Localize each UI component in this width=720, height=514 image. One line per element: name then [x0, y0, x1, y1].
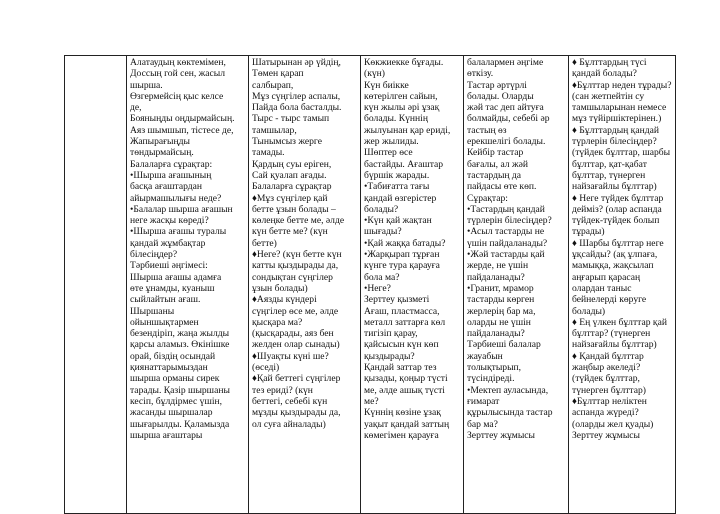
table-cell-4: [464, 56, 569, 514]
text-line: көлеңке бетте ме, әлде: [252, 215, 345, 227]
text-line: аспанда жүреді?: [572, 407, 639, 419]
text-line: бұлттар, түнерген: [572, 169, 646, 181]
text-line: білесіңдер?: [130, 249, 178, 261]
text-line: (түйдек бұлттар,: [572, 373, 640, 385]
lesson-plan-table: [64, 55, 676, 514]
text-line: қыздырады?: [364, 350, 415, 362]
text-line: айырмашылығы неде?: [130, 192, 222, 204]
text-line: сыйлайтын ағаш.: [130, 294, 201, 306]
text-line: жерде, не үшін: [467, 260, 529, 272]
text-line: сондықтан сүңгілер: [252, 271, 333, 283]
text-line: қысқара ма?: [252, 316, 303, 328]
text-line: болады. Күннің: [364, 113, 428, 125]
text-line: Ағаш, пластмасса,: [364, 305, 440, 317]
text-line: уақыт қандай заттың: [364, 418, 450, 430]
text-line: салбырап,: [252, 79, 294, 91]
text-line: ғимарат: [467, 395, 500, 407]
text-line: орай, біздің осындай: [130, 350, 216, 362]
text-line: (оларды жел қуады): [572, 418, 654, 430]
text-line: қарсы аламыз. Өкінішке: [130, 339, 230, 351]
text-line: Мұз сүңгілер аспалы,: [252, 90, 341, 102]
text-line: қандай болады?: [572, 68, 637, 80]
text-line: жерлерің бар ма,: [467, 305, 536, 317]
text-line: тұрады): [572, 226, 605, 238]
text-line: олардан таныс: [572, 282, 632, 294]
text-line: тамшыларынан немесе: [572, 102, 667, 114]
text-line: Тынымсыз жерге: [252, 136, 322, 148]
text-line: кесіп, бұлдірмес үшін,: [130, 395, 223, 407]
text-line: ♦ Қандай бұлттар: [572, 350, 644, 362]
text-line: Шыршаны: [130, 305, 175, 317]
text-line: қызады, қоңыр түсті: [364, 373, 448, 385]
text-line: катты қыздырады да,: [252, 260, 339, 272]
text-line: сүңгілер өсе ме, әлде: [252, 305, 339, 317]
text-line: мамыққа, жақсылап: [572, 260, 654, 272]
text-line: ме, әлде ашық түсті: [364, 384, 445, 396]
table-row: [65, 56, 676, 514]
text-line: •Күн қай жақтан: [364, 215, 432, 227]
text-line: ♦ Бұлттардың түсі: [572, 57, 647, 68]
text-line: бар ма?: [467, 418, 498, 430]
text-line: •Мектеп ауласында,: [467, 384, 549, 396]
text-line: жылуынан қар ериді,: [364, 124, 451, 136]
text-line: түрлерін білесіңдер?: [467, 215, 552, 227]
text-line: Тәрбиеші әңгімесі:: [130, 260, 208, 272]
table-cell-0: [65, 56, 127, 514]
text-line: өткізу.: [467, 68, 494, 80]
text-line: болады. Оларды: [467, 90, 534, 102]
text-line: •Қай жаққа батады?: [364, 237, 446, 249]
text-line: •Шырша ағашының: [130, 169, 212, 181]
text-line: тастың өз: [467, 124, 507, 136]
text-line: ♦Шуақты күні ше?: [252, 350, 329, 362]
text-line: неге жасқы көреді?: [130, 215, 209, 227]
text-line: басқа ағаштардан: [130, 181, 203, 193]
text-line: болады?: [364, 203, 399, 215]
text-line: Жапырағыңды: [130, 136, 190, 148]
text-line: Қардың суы ерiген,: [252, 158, 332, 170]
text-line: өте ұнамды, куаныш: [130, 282, 215, 294]
text-line: •Жәй тастарды қай: [467, 249, 545, 261]
text-line: Көкжиекке бұғады.: [364, 57, 444, 68]
text-line: тарады. Қазір шыршаны: [130, 384, 230, 396]
text-line: бұлттар, қат-қабат: [572, 158, 647, 170]
text-line: дейміз? (олар аспанда: [572, 203, 662, 215]
text-line: бүршік жарады.: [364, 169, 430, 181]
text-line: қиянаттарымыздан: [130, 362, 208, 374]
text-line: түйдек-түйдек болып: [572, 215, 660, 227]
text-line: ме?: [364, 395, 379, 407]
text-line: Шөптер өсе: [364, 147, 413, 159]
text-line: пайдаланады?: [467, 271, 525, 283]
text-line: жауабын: [467, 350, 503, 362]
text-line: түрлерін білесіңдер?: [572, 136, 657, 148]
text-line: күнге тура қарауға: [364, 260, 440, 272]
text-line: Өзгермейсің қыс келсе: [130, 90, 224, 102]
text-line: жер жылиды.: [364, 136, 419, 148]
text-line: •Асыл тастарды не: [467, 226, 545, 238]
text-line: ♦Бұлттар неден тұрады?: [572, 79, 672, 91]
table-cell-2: [249, 56, 361, 514]
text-line: •Табиғатта тағы: [364, 181, 430, 193]
text-line: •Неге?: [364, 282, 391, 294]
text-line: пайдаланады?: [467, 328, 525, 340]
table-cell-5: [569, 56, 676, 514]
text-line: Күн биікке: [364, 79, 409, 91]
text-line: болады): [572, 305, 606, 317]
text-line: •Тастардың қандай: [467, 203, 545, 215]
text-line: желден олар сынады): [252, 339, 340, 351]
text-line: шырша орманы сирек: [130, 373, 220, 385]
text-line: Төмен қарап: [252, 68, 304, 80]
text-line: (түйдек бұлттар, шарбы: [572, 147, 671, 159]
text-line: Сай қуалап ағады.: [252, 169, 327, 181]
text-line: бола ма?: [364, 271, 400, 283]
text-line: найзағайлы бұлттар): [572, 339, 657, 351]
text-line: Күннің көзіне ұзақ: [364, 407, 441, 419]
text-line: жасанды шыршалар: [130, 407, 213, 419]
text-line: ерекшелігі болады.: [467, 136, 546, 148]
text-line: Алатаудың көктемімен,: [130, 57, 226, 68]
text-line: металл заттарға көл: [364, 316, 446, 328]
text-line: Кейбір тастар: [467, 147, 524, 159]
text-line: күн жылы әрі ұзақ: [364, 102, 440, 114]
text-line: ол суға айналады): [252, 418, 326, 430]
text-line: Балаларға сұрақтар: [252, 181, 332, 193]
text-line: Зерттеу жұмысы: [467, 429, 535, 441]
text-line: ♦ Бұлттардың қандай: [572, 124, 660, 136]
text-line: ♦ Ең үлкен бұлттар қай: [572, 316, 667, 328]
text-line: (сан жетпейтін су: [572, 90, 645, 102]
text-line: бетте): [252, 237, 277, 249]
text-line: ♦ Шарбы бұлттар неге: [572, 237, 664, 249]
text-line: Тәрбиеші балалар: [467, 339, 541, 351]
text-line: ♦Неге? (күн бетте күн: [252, 249, 342, 261]
text-line: Тастар әртүрлі: [467, 79, 527, 91]
text-line: Шырша ағашы адамға: [130, 271, 222, 283]
text-line: (қысқарады, аяз бен: [252, 328, 334, 340]
text-line: тамады.: [252, 147, 285, 159]
text-line: шырша.: [130, 79, 163, 91]
text-line: ♦Қай беттегі сүңгілер: [252, 373, 341, 385]
text-line: бейнелерді көруге: [572, 294, 647, 306]
text-line: мұзды қыздырады да,: [252, 407, 341, 419]
text-line: Қандай заттар тез: [364, 362, 437, 374]
text-line: бұлттар? (түнерген: [572, 328, 651, 340]
text-line: шырша ағаштары: [130, 429, 203, 441]
text-line: •Жарқырап тұрған: [364, 249, 440, 261]
text-line: Бояныңды оңдырмайсың.: [130, 113, 235, 125]
text-line: ♦Мұз сүңгілер қай: [252, 192, 328, 204]
table-cell-3: [361, 56, 464, 514]
text-line: бағалы, ал жәй: [467, 158, 528, 170]
text-line: Зерттеу қызметі: [364, 294, 430, 306]
text-line: оларды не үшін: [467, 316, 531, 328]
text-line: шығарылды. Қаламызда: [130, 418, 230, 430]
text-line: найзағайлы бұлттар): [572, 181, 657, 193]
text-line: Сұрақтар:: [467, 192, 508, 204]
text-line: тамшылар,: [252, 124, 297, 136]
text-line: ♦Аязды күндері: [252, 294, 317, 306]
text-line: безендіріп, жаңа жылды: [130, 328, 230, 340]
text-line: түнерген бұлттар): [572, 384, 646, 396]
text-line: ұзын болады): [252, 282, 308, 294]
text-line: жәй тас деп айтуға: [467, 102, 544, 114]
text-line: ойыншықтармен: [130, 316, 199, 328]
text-line: •Гранит, мрамор: [467, 282, 534, 294]
text-line: Зерттеу жұмысы: [572, 429, 640, 441]
text-line: Пайда бола басталды.: [252, 102, 342, 114]
text-line: көмегімен қарауға: [364, 429, 439, 441]
text-line: Доссың гой сен, жасыл: [130, 68, 226, 80]
text-line: бетте ұзын болады –: [252, 203, 336, 215]
text-line: бастайды. Ағаштар: [364, 158, 444, 170]
text-line: ♦Бұлттар неліктен: [572, 395, 647, 407]
text-line: үшін пайдаланады?: [467, 237, 548, 249]
text-line: тастарды көрген: [467, 294, 535, 306]
text-line: балалармен әңгіме: [467, 57, 544, 68]
text-line: тез ериді? (күн: [252, 384, 313, 396]
text-line: төндырмайсың.: [130, 147, 194, 159]
text-line: ұқсайды? (ақ ұлпаға,: [572, 249, 658, 261]
text-line: мұз түйіршіктерінен.): [572, 113, 662, 125]
text-line: қандай өзгерістер: [364, 192, 437, 204]
text-line: тастардың да: [467, 169, 522, 181]
text-line: Аяз шымшып, тістесе де,: [130, 124, 234, 136]
text-line: •Балалар шырша ағашын: [130, 203, 233, 215]
text-line: де,: [130, 102, 142, 114]
text-line: болмайды, себебі әр: [467, 113, 550, 125]
text-line: беттегі, себебі күн: [252, 395, 328, 407]
text-line: шығады?: [364, 226, 402, 238]
text-line: күн бетте ме? (күн: [252, 226, 328, 238]
text-line: Тырс - тырс тамып: [252, 113, 330, 125]
text-line: (күн): [364, 68, 385, 80]
text-line: Шатырынан әр үйдің,: [252, 57, 341, 68]
text-line: толықтырып,: [467, 362, 522, 374]
text-line: •Шырша ағашы туралы: [130, 226, 227, 238]
text-line: тигізіп қарау,: [364, 328, 418, 340]
text-line: қайсысын күн көп: [364, 339, 439, 351]
text-line: қандай жұмбақтар: [130, 237, 206, 249]
text-line: пайдасы өте көп.: [467, 181, 537, 193]
text-line: аңғарып қарасаң: [572, 271, 641, 283]
text-line: Балаларға сұрақтар:: [130, 158, 213, 170]
text-line: құрылысында тастар: [467, 407, 553, 419]
text-line: (өседі): [252, 362, 280, 374]
text-line: түсіндіреді.: [467, 373, 515, 385]
table-cell-1: [127, 56, 249, 514]
text-line: көтерілген сайын,: [364, 90, 438, 102]
text-line: ♦ Неге түйдек бұлттар: [572, 192, 664, 204]
text-line: жаңбыр әкеледі?: [572, 362, 641, 374]
